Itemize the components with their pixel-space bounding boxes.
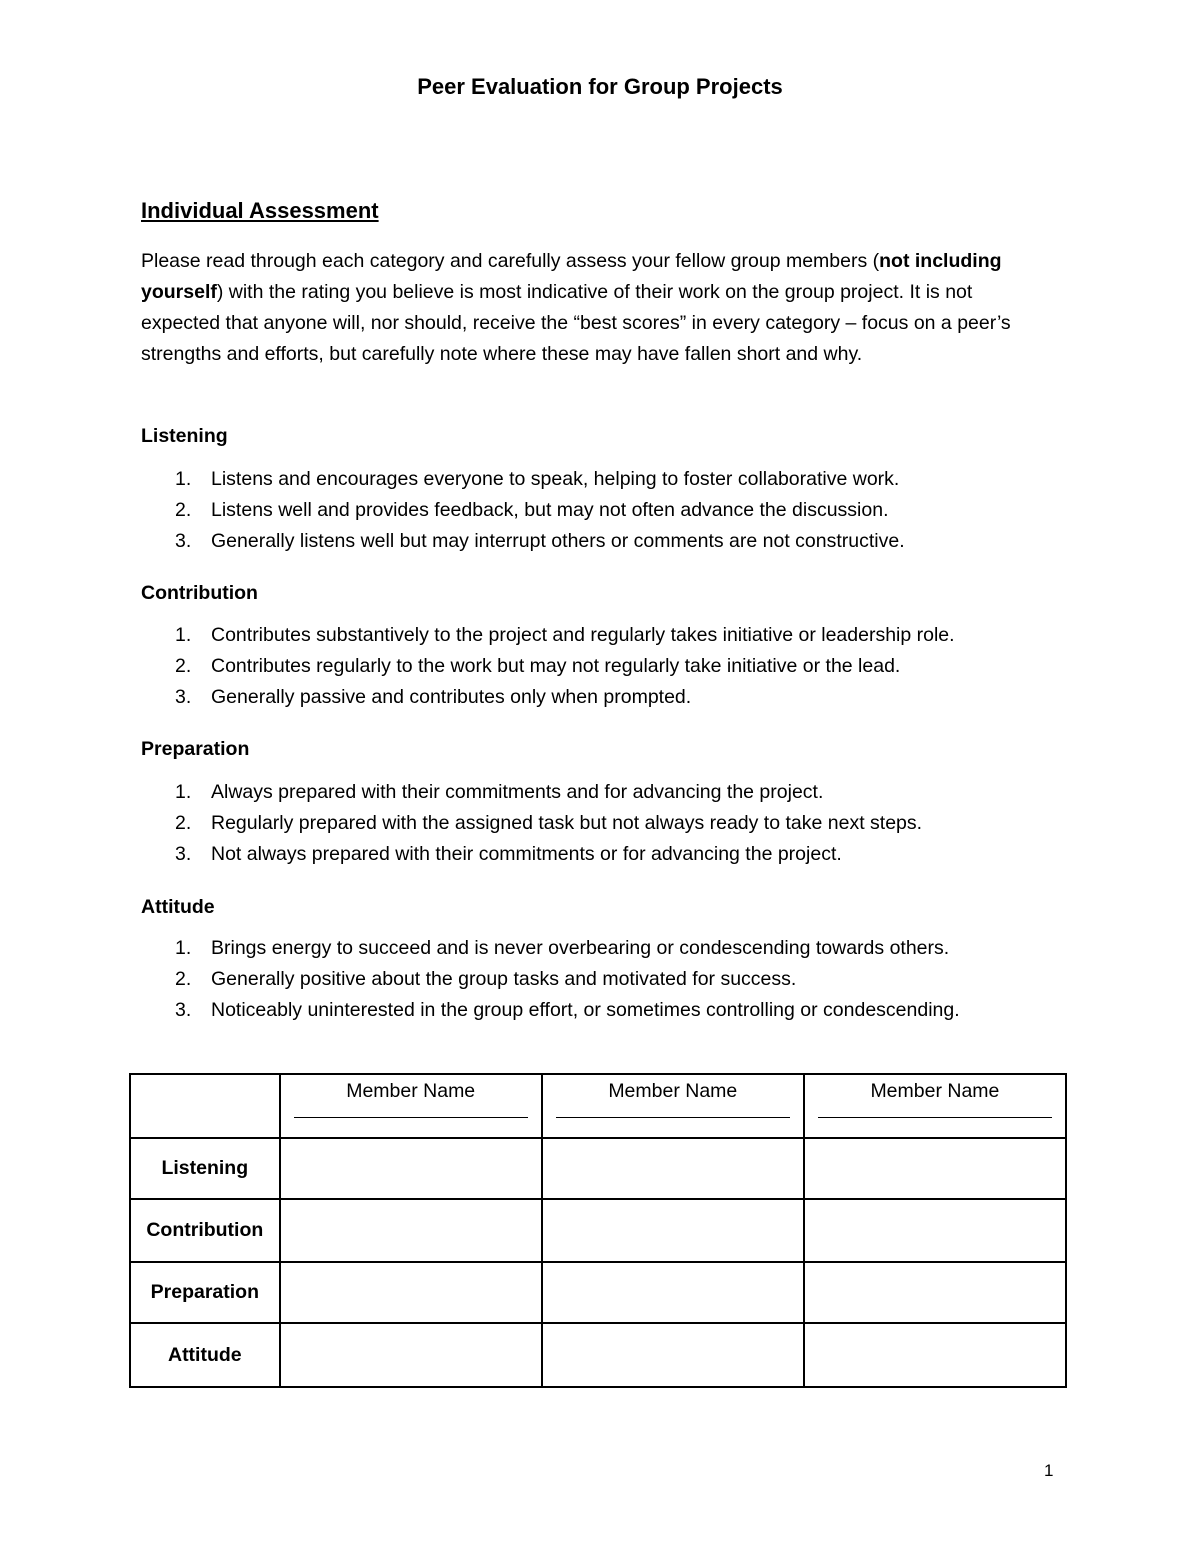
category-heading-preparation: Preparation bbox=[141, 738, 250, 760]
item-number: 2. bbox=[175, 499, 192, 521]
table-row bbox=[130, 1199, 1066, 1262]
item-text: Listens well and provides feedback, but may not often advance the discussion. bbox=[211, 499, 889, 521]
item-number: 3. bbox=[175, 999, 192, 1021]
rating-cell[interactable] bbox=[542, 1323, 804, 1387]
item-number: 1. bbox=[175, 624, 192, 646]
item-number: 2. bbox=[175, 812, 192, 834]
intro-paragraph bbox=[141, 246, 1041, 370]
item-text: Regularly prepared with the assigned task but not always ready to take next steps. bbox=[211, 812, 923, 834]
rating-cell[interactable] bbox=[542, 1262, 804, 1323]
rating-cell[interactable] bbox=[280, 1262, 542, 1323]
category-heading-listening: Listening bbox=[141, 425, 228, 447]
list-item bbox=[141, 651, 1101, 682]
list-item bbox=[141, 682, 1101, 713]
item-text: Not always prepared with their commitments or for advancing the project. bbox=[211, 843, 842, 865]
intro-bold-text: not including yourself bbox=[141, 250, 1002, 303]
rating-cell[interactable] bbox=[280, 1138, 542, 1199]
table-row bbox=[130, 1262, 1066, 1323]
member-name-column-1 bbox=[280, 1074, 542, 1138]
category-list-contribution bbox=[141, 620, 1101, 713]
row-label-preparation: Preparation bbox=[130, 1262, 280, 1323]
list-item bbox=[141, 620, 1101, 651]
member-name-input-line[interactable] bbox=[556, 1117, 790, 1118]
member-name-label: Member Name bbox=[346, 1080, 476, 1102]
item-text: Generally positive about the group tasks and motivated for success. bbox=[211, 968, 797, 990]
item-number: 1. bbox=[175, 937, 192, 959]
rating-cell[interactable] bbox=[804, 1323, 1066, 1387]
table-row bbox=[130, 1138, 1066, 1199]
list-item bbox=[141, 995, 1101, 1026]
list-item bbox=[141, 526, 1101, 557]
item-number: 1. bbox=[175, 781, 192, 803]
item-text: Listens and encourages everyone to speak, helping to foster collaborative work. bbox=[211, 468, 900, 490]
item-text: Noticeably uninterested in the group effort, or sometimes controlling or condescending. bbox=[211, 999, 960, 1021]
page-title: Peer Evaluation for Group Projects bbox=[417, 74, 783, 99]
member-name-column-2 bbox=[542, 1074, 804, 1138]
member-name-label: Member Name bbox=[870, 1080, 1000, 1102]
row-label-listening: Listening bbox=[130, 1138, 280, 1199]
member-name-input-line[interactable] bbox=[294, 1117, 528, 1118]
table-header-row bbox=[130, 1074, 1066, 1138]
list-item bbox=[141, 964, 1101, 995]
evaluation-table bbox=[129, 1073, 1067, 1388]
row-label-contribution: Contribution bbox=[130, 1199, 280, 1262]
rating-cell[interactable] bbox=[804, 1262, 1066, 1323]
rating-cell[interactable] bbox=[280, 1323, 542, 1387]
item-text: Generally passive and contributes only when prompted. bbox=[211, 686, 692, 708]
category-list-listening bbox=[141, 464, 1101, 557]
item-number: 2. bbox=[175, 655, 192, 677]
rating-cell[interactable] bbox=[542, 1199, 804, 1262]
intro-text-2: ) with the rating you believe is most indicative of their work on the group project. It is not expected that anyone will, nor should, receive the “best scores” in every category – focus on a peer’s strengths and efforts, but carefully note where these may have fallen short and why. bbox=[141, 281, 1011, 365]
list-item bbox=[141, 808, 1101, 839]
member-name-label: Member Name bbox=[608, 1080, 738, 1102]
table-corner-cell bbox=[130, 1074, 280, 1138]
rating-cell[interactable] bbox=[804, 1199, 1066, 1262]
member-name-input-line[interactable] bbox=[818, 1117, 1052, 1118]
item-text: Generally listens well but may interrupt others or comments are not constructive. bbox=[211, 530, 905, 552]
category-list-attitude bbox=[141, 933, 1101, 1026]
section-heading: Individual Assessment bbox=[141, 198, 379, 223]
row-label-attitude: Attitude bbox=[130, 1323, 280, 1387]
item-number: 3. bbox=[175, 686, 192, 708]
list-item bbox=[141, 495, 1101, 526]
member-name-column-3 bbox=[804, 1074, 1066, 1138]
rating-cell[interactable] bbox=[280, 1199, 542, 1262]
rating-cell[interactable] bbox=[804, 1138, 1066, 1199]
item-number: 3. bbox=[175, 843, 192, 865]
rating-cell[interactable] bbox=[542, 1138, 804, 1199]
list-item bbox=[141, 464, 1101, 495]
category-heading-contribution: Contribution bbox=[141, 582, 258, 604]
category-list-preparation bbox=[141, 777, 1101, 870]
table-row bbox=[130, 1323, 1066, 1387]
item-text: Brings energy to succeed and is never overbearing or condescending towards others. bbox=[211, 937, 950, 959]
list-item bbox=[141, 777, 1101, 808]
item-number: 3. bbox=[175, 530, 192, 552]
item-text: Contributes regularly to the work but may not regularly take initiative or the lead. bbox=[211, 655, 901, 677]
item-number: 2. bbox=[175, 968, 192, 990]
category-heading-attitude: Attitude bbox=[141, 896, 215, 918]
intro-text-1: Please read through each category and carefully assess your fellow group members ( bbox=[141, 250, 880, 272]
list-item bbox=[141, 839, 1101, 870]
page-number: 1 bbox=[1044, 1461, 1054, 1480]
item-text: Always prepared with their commitments and for advancing the project. bbox=[211, 781, 824, 803]
item-number: 1. bbox=[175, 468, 192, 490]
list-item bbox=[141, 933, 1101, 964]
item-text: Contributes substantively to the project and regularly takes initiative or leadership role. bbox=[211, 624, 955, 646]
